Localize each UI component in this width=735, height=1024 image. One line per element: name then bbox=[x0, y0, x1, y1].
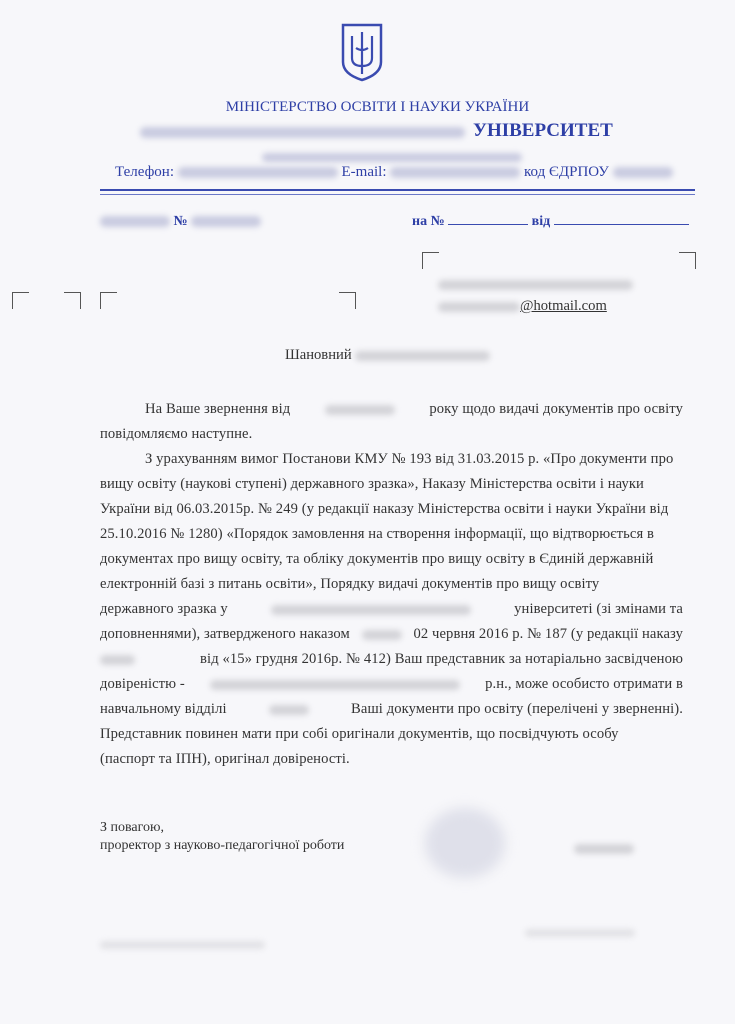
redacted-edrpou bbox=[613, 167, 673, 178]
body-line: електронній базі з питань освіти», Порядку видачі документів про вищу освіту bbox=[100, 576, 600, 592]
corner-mark bbox=[339, 292, 356, 309]
body-line: Представник повинен мати при собі оригінали документів, що посвідчують особу bbox=[100, 726, 619, 742]
body-line: вищу освіту (наукові ступені) державного зразка», Наказу Міністерства освіти і науки bbox=[100, 476, 644, 492]
body-line: На Ваше звернення від року щодо видачі документів про освіту bbox=[145, 401, 683, 417]
redacted-phone bbox=[178, 167, 338, 178]
greeting: Шановний bbox=[285, 347, 490, 364]
contacts-line: Телефон: E-mail: код ЄДРПОУ bbox=[115, 164, 673, 181]
redacted-university-name bbox=[140, 127, 465, 138]
corner-mark bbox=[422, 252, 439, 269]
outgoing-ref: № bbox=[100, 214, 261, 230]
redacted-footer-right bbox=[525, 924, 635, 942]
body-line: довіреністю - р.н., може особисто отримати в bbox=[100, 676, 683, 692]
corner-mark bbox=[12, 292, 29, 309]
closing: З повагою, bbox=[100, 820, 164, 835]
university-name: УНІВЕРСИТЕТ bbox=[140, 120, 613, 142]
header-divider bbox=[100, 189, 695, 191]
coat-of-arms-emblem bbox=[340, 22, 384, 82]
corner-mark bbox=[64, 292, 81, 309]
corner-mark bbox=[679, 252, 696, 269]
body-line: (паспорт та ІПН), оригінал довіреності. bbox=[100, 751, 350, 767]
body-line: доповненнями), затвердженого наказом 02 червня 2016 р. № 187 (у редакції наказу bbox=[100, 626, 683, 642]
corner-mark bbox=[100, 292, 117, 309]
header-divider-thin bbox=[100, 194, 695, 195]
body-line: від «15» грудня 2016р. № 412) Ваш представник за нотаріально засвідченою bbox=[100, 651, 683, 668]
redacted-footer-left bbox=[100, 936, 265, 954]
body-line: документах про вищу освіту, та обліку документів про вищу освіту в Єдиній державній bbox=[100, 551, 654, 567]
stamp bbox=[425, 808, 505, 878]
body-line: навчальному відділі Ваші документи про освіту (перелічені у зверненні). bbox=[100, 701, 683, 717]
redacted-email bbox=[390, 167, 520, 178]
body-line: України від 06.03.2015р. № 249 (у редакції наказу Міністерства освіти і науки України від bbox=[100, 501, 669, 517]
addressee-email: @hotmail.com bbox=[438, 298, 607, 315]
ministry-title: МІНІСТЕРСТВО ОСВІТИ І НАУКИ УКРАЇНИ bbox=[225, 99, 530, 115]
body-line: державного зразка у університеті (зі змінами та bbox=[100, 601, 683, 617]
redacted-addressee-name bbox=[438, 276, 633, 294]
signatory-position: проректор з науково-педагогічної роботи bbox=[100, 838, 345, 853]
redacted-signatory-name bbox=[574, 840, 634, 858]
body-line: повідомляємо наступне. bbox=[100, 426, 253, 442]
body-line: 25.10.2016 № 1280) «Порядок замовлення на створення інформації, що відтворюється в bbox=[100, 526, 655, 542]
body-line: З урахуванням вимог Постанови КМУ № 193 від 31.03.2015 р. «Про документи про bbox=[145, 451, 674, 467]
incoming-ref: на № від bbox=[412, 214, 689, 230]
